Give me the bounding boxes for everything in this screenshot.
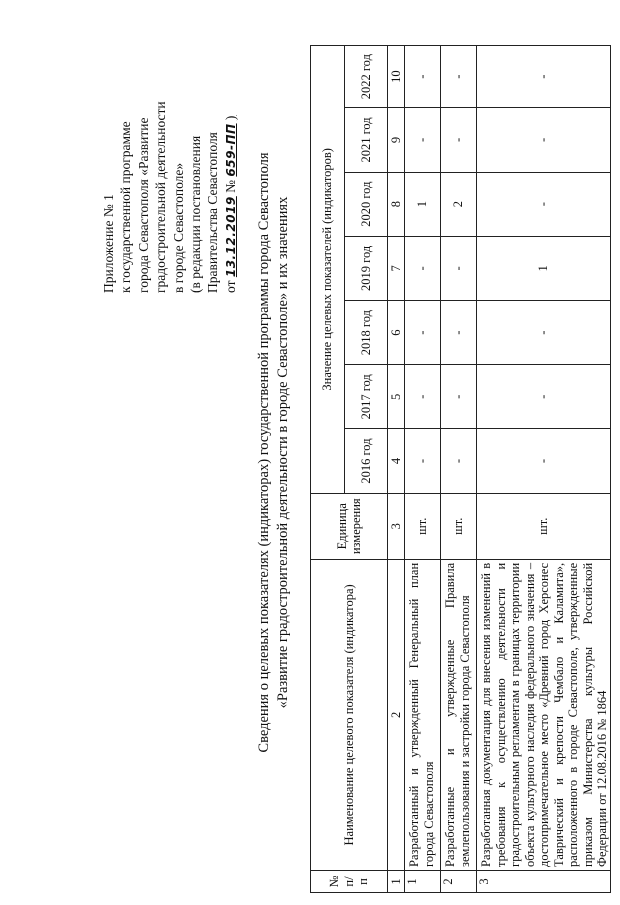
- title-line-2: «Развитие градостроительной деятельности в городе Севастополе» и их значениях: [275, 196, 291, 709]
- indicator-value: -: [441, 108, 477, 172]
- indicator-value: -: [441, 365, 477, 429]
- handwritten-date: 13.12.2019: [223, 196, 238, 278]
- indicator-name: Разработанная документация для внесения изменений в требования к осуществлению деятельности и градостроительным регламентам в границах территории объекта культурного наследия федерального значения – достопримечательное место «Древний город Херсонес Таврический и крепости Чембало и Каламита», расположенного в городе Севастополе, утвержденные приказом Министерства культуры Российской Федерации от 12.08.2016 № 1864: [477, 559, 611, 870]
- header-row: [311, 46, 345, 893]
- col-header-values: Значение целевых показателей (индикаторов): [311, 46, 345, 494]
- indicator-name: Разработанные и утвержденные Правила землепользования и застройки города Севастополя: [441, 559, 477, 870]
- year-header: 2021 год: [345, 108, 388, 172]
- appendix-note: [100, 13, 240, 293]
- column-number: 7: [388, 236, 405, 300]
- indicator-unit: шт.: [441, 493, 477, 559]
- handwritten-number: 659-ПП: [223, 123, 238, 177]
- year-header: 2018 год: [345, 300, 388, 364]
- indicator-value: -: [405, 46, 441, 108]
- year-header: 2020 год: [345, 172, 388, 236]
- year-header: 2022 год: [345, 46, 388, 108]
- number-label: №: [222, 179, 238, 193]
- appendix-line: в городе Севастополе»: [170, 162, 186, 293]
- appendix-date-line: [222, 13, 240, 293]
- appendix-line: градостроительной деятельности: [153, 101, 169, 293]
- indicator-unit: шт.: [405, 493, 441, 559]
- indicator-value: -: [441, 46, 477, 108]
- table-row: [477, 46, 611, 893]
- column-number: 5: [388, 365, 405, 429]
- indicator-value: 2: [441, 172, 477, 236]
- date-prefix: от: [222, 280, 238, 293]
- indicator-value: 1: [405, 172, 441, 236]
- document-title: [255, 0, 293, 905]
- year-header: 2016 год: [345, 429, 388, 493]
- column-number: 2: [388, 559, 405, 870]
- column-number: 10: [388, 46, 405, 108]
- indicator-value: -: [405, 236, 441, 300]
- indicator-value: -: [405, 429, 441, 493]
- column-number: 8: [388, 172, 405, 236]
- indicators-table: [310, 45, 611, 893]
- indicator-value: -: [405, 108, 441, 172]
- appendix-line: (в редакции постановления: [188, 135, 204, 293]
- column-number: 3: [388, 493, 405, 559]
- col-header-name: Наименование целевого показателя (индикатора): [311, 559, 388, 870]
- indicator-value: -: [477, 172, 611, 236]
- column-number-row: [388, 46, 405, 893]
- indicator-value: -: [405, 300, 441, 364]
- indicator-value: -: [477, 46, 611, 108]
- row-number: 2: [441, 870, 477, 892]
- indicator-value: -: [477, 300, 611, 364]
- title-line-1: Сведения о целевых показателях (индикаторах) государственной программы города Севастополя: [256, 152, 272, 753]
- year-header: 2017 год: [345, 365, 388, 429]
- closing-paren: ): [222, 115, 238, 121]
- indicator-value: -: [441, 429, 477, 493]
- row-number: 3: [477, 870, 611, 892]
- appendix-line: к государственной программе: [118, 121, 134, 293]
- table-row: [441, 46, 477, 893]
- table-row: [405, 46, 441, 893]
- column-number: 1: [388, 870, 405, 892]
- column-number: 4: [388, 429, 405, 493]
- year-header: 2019 год: [345, 236, 388, 300]
- indicator-value: 1: [477, 236, 611, 300]
- row-number: 1: [405, 870, 441, 892]
- appendix-line: города Севастополя «Развитие: [135, 117, 151, 293]
- appendix-line: Правительства Севастополя: [205, 132, 221, 293]
- indicator-name: Разработанный и утвержденный Генеральный план города Севастополя: [405, 559, 441, 870]
- indicator-value: -: [477, 108, 611, 172]
- column-number: 9: [388, 108, 405, 172]
- column-number: 6: [388, 300, 405, 364]
- appendix-line: Приложение № 1: [101, 194, 116, 293]
- indicator-unit: шт.: [477, 493, 611, 559]
- col-header-num: № п/п: [311, 870, 388, 892]
- indicator-value: -: [477, 429, 611, 493]
- col-header-unit: Единица измерения: [311, 493, 388, 559]
- indicator-value: -: [441, 300, 477, 364]
- indicator-value: -: [477, 365, 611, 429]
- indicator-value: -: [405, 365, 441, 429]
- indicator-value: -: [441, 236, 477, 300]
